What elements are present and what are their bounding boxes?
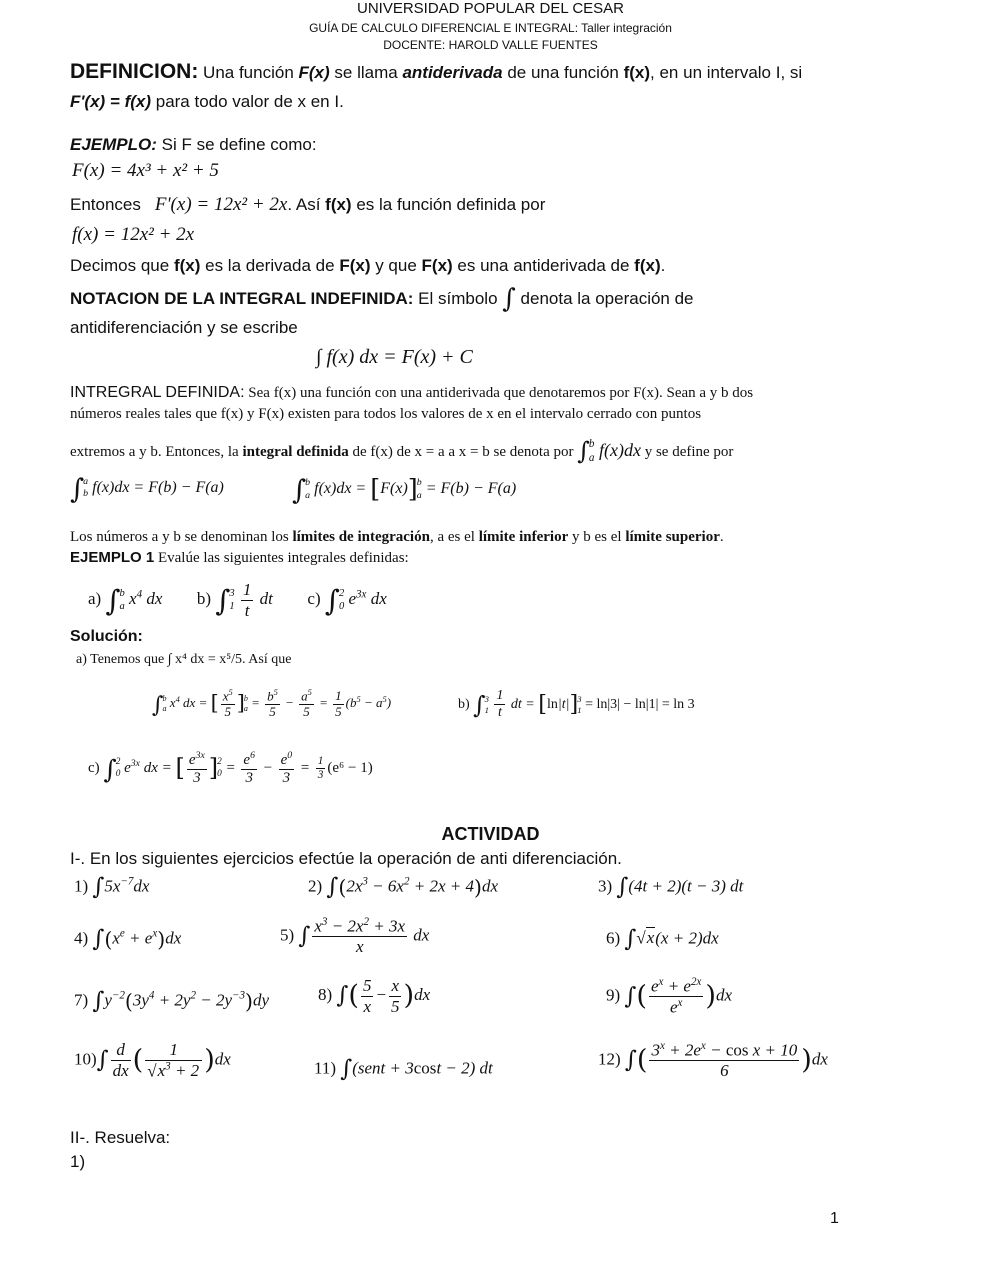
- definite-integral-formula: ∫ b a f(x)dx = [F(x)] b a = F(b) − F(a): [292, 474, 517, 507]
- exercise-10: 10)∫ $\frac{d}{dx}$ ( $\frac{1}{√x^3 + 2}$ )dx: [74, 1040, 231, 1081]
- activity-title: ACTIVIDAD: [441, 824, 540, 844]
- definition-label: DEFINICION:: [70, 60, 199, 83]
- example-intro: EJEMPLO: Si F se define como:: [70, 135, 317, 154]
- derivative-formula: F'(x) = 12x² + 2x: [154, 194, 288, 215]
- solution-c-formula: c) ∫ 2 0 $e^{3x}$ dx = [ $\frac{e^{3x}}{3}$ ] 2 0 = $\frac{e^6}{3}$ − $\frac{e^0}{3}$ = $\frac{1}{3}$ (e⁶ − 1): [88, 750, 373, 787]
- definite-integral-notation: ∫ b a f(x)dx: [577, 436, 641, 465]
- F-definition-formula: F(x) = 4x³ + x² + 5: [72, 160, 219, 181]
- exercise-11: 11) ∫(sent + 3cost − 2) dt: [314, 1056, 493, 1082]
- page-number: 1: [830, 1210, 839, 1227]
- limits-explanation: Los números a y b se denominan los límites de integración, a es el límite inferior y b es el límite superior.: [70, 529, 724, 545]
- exercise-9: 9) ∫( $\frac{e^x + e^{2x}}{e^x}$ )dx: [606, 976, 733, 1017]
- exercise-3: 3) ∫(4t + 2)(t − 3) dt: [598, 874, 744, 900]
- exercise-2: 2) $\int(2x^3 - 6x^2 + 2x + 4)dx$: [308, 874, 498, 900]
- exercise-7: 7) $\int y^{-2}(3y^4 + 2y^2 - 2y^{-3})dy$: [74, 988, 270, 1014]
- definite-line-2: números reales tales que f(x) y F(x) existen para todos los valores de x en el intervalo cerrado con puntos: [70, 406, 702, 422]
- exercise-8: 8) ∫( $\frac{5}{x}$ − $\frac{x}{5}$ )dx: [318, 976, 431, 1016]
- university-title: UNIVERSIDAD POPULAR DEL CESAR: [356, 0, 624, 17]
- activity-part1-instructions: I-. En los siguientes ejercicios efectúe la operación de anti diferenciación.: [70, 849, 622, 868]
- example1-label: EJEMPLO 1: [70, 549, 155, 566]
- activity-part2-title: II-. Resuelva:: [70, 1128, 171, 1147]
- solution-b-formula: b) ∫ 3 1 $\frac{1}{t}$ dt = [ln|t|] 3 1 = ln|3| − ln|1| = ln 3: [458, 688, 695, 721]
- example-conclusion: Decimos que f(x) es la derivada de F(x) y que F(x) es una antiderivada de f(x).: [70, 256, 666, 275]
- example1-intro: EJEMPLO 1 Evalúe las siguientes integrales definidas:: [70, 549, 409, 566]
- solution-a-formula: ∫ b a $x^4$ dx = [ $\frac{x^5}{5}$ ] b a = $\frac{b^5}{5}$ − $\frac{a^5}{5}$ = $\frac{1}{5}$ $(b^5 - a^5)$: [152, 687, 392, 720]
- exercise-12: 12) ∫( $\frac{3^x + 2e^x - \cos x + 10}{6}$ )dx: [598, 1040, 828, 1081]
- definite-label: INTREGRAL DEFINIDA:: [70, 384, 245, 401]
- example-then-line: Entonces F'(x) = 12x² + 2x. Así f(x) es la función definida por: [70, 194, 546, 215]
- example-label: EJEMPLO:: [70, 135, 157, 154]
- exercise-4: 4) $\int(x^e + e^x)dx$: [74, 926, 182, 952]
- exercise-5: 5) ∫ $\frac{x^3 - 2x^2 + 3x}{x}$ dx: [280, 916, 430, 957]
- antiderivative-term: antiderivada: [402, 63, 503, 82]
- activity-part2-item-1: 1): [70, 1152, 86, 1171]
- solution-label: Solución:: [70, 628, 143, 645]
- definition-line-1: DEFINICION: Una función F(x) se llama antiderivada de una función f(x), en un intervalo I, si: [70, 60, 803, 83]
- definite-line-3: extremos a y b. Entonces, la integral definida de f(x) de x = a a x = b se denota por ∫ b a f(x)dx y se define por: [70, 436, 734, 465]
- reversed-limits-formula: ∫ a b f(x)dx = F(b) − F(a): [70, 474, 224, 505]
- definition-line-2: F'(x) = f(x) para todo valor de x en I.: [70, 92, 344, 111]
- indefinite-integral-formula: ∫ f(x) dx = F(x) + C: [316, 346, 473, 368]
- example1-integrals: a) ∫ b a $x^4$ dx b) ∫ 3 1 $\frac{1}{t}$ dt c) ∫ 2 0 $e^{3x}$ dx: [88, 580, 387, 620]
- definite-line-1: INTREGRAL DEFINIDA: Sea f(x) una función con una antiderivada que denotaremos por F(x). Sean a y b dos: [70, 384, 754, 401]
- f-definition-formula: f(x) = 12x² + 2x: [72, 224, 195, 245]
- notation-label: NOTACION DE LA INTEGRAL INDEFINIDA:: [70, 288, 414, 308]
- exercise-1: 1) $\int 5x^{-7}dx$: [74, 874, 150, 900]
- integral-symbol-icon: ∫: [502, 284, 516, 314]
- notation-line-2: antidiferenciación y se escribe: [70, 318, 298, 337]
- exercise-6: 6) ∫√x(x + 2)dx: [606, 926, 719, 952]
- teacher-line: DOCENTE: HAROLD VALLE FUENTES: [383, 38, 598, 52]
- notation-line-1: NOTACION DE LA INTEGRAL INDEFINIDA: El símbolo ∫ denota la operación de: [70, 284, 694, 314]
- solution-a-intro: a) Tenemos que ∫ x⁴ dx = x⁵/5. Así que: [76, 652, 292, 667]
- guide-title: GUÍA DE CALCULO DIFERENCIAL E INTEGRAL: Taller integración: [309, 21, 672, 35]
